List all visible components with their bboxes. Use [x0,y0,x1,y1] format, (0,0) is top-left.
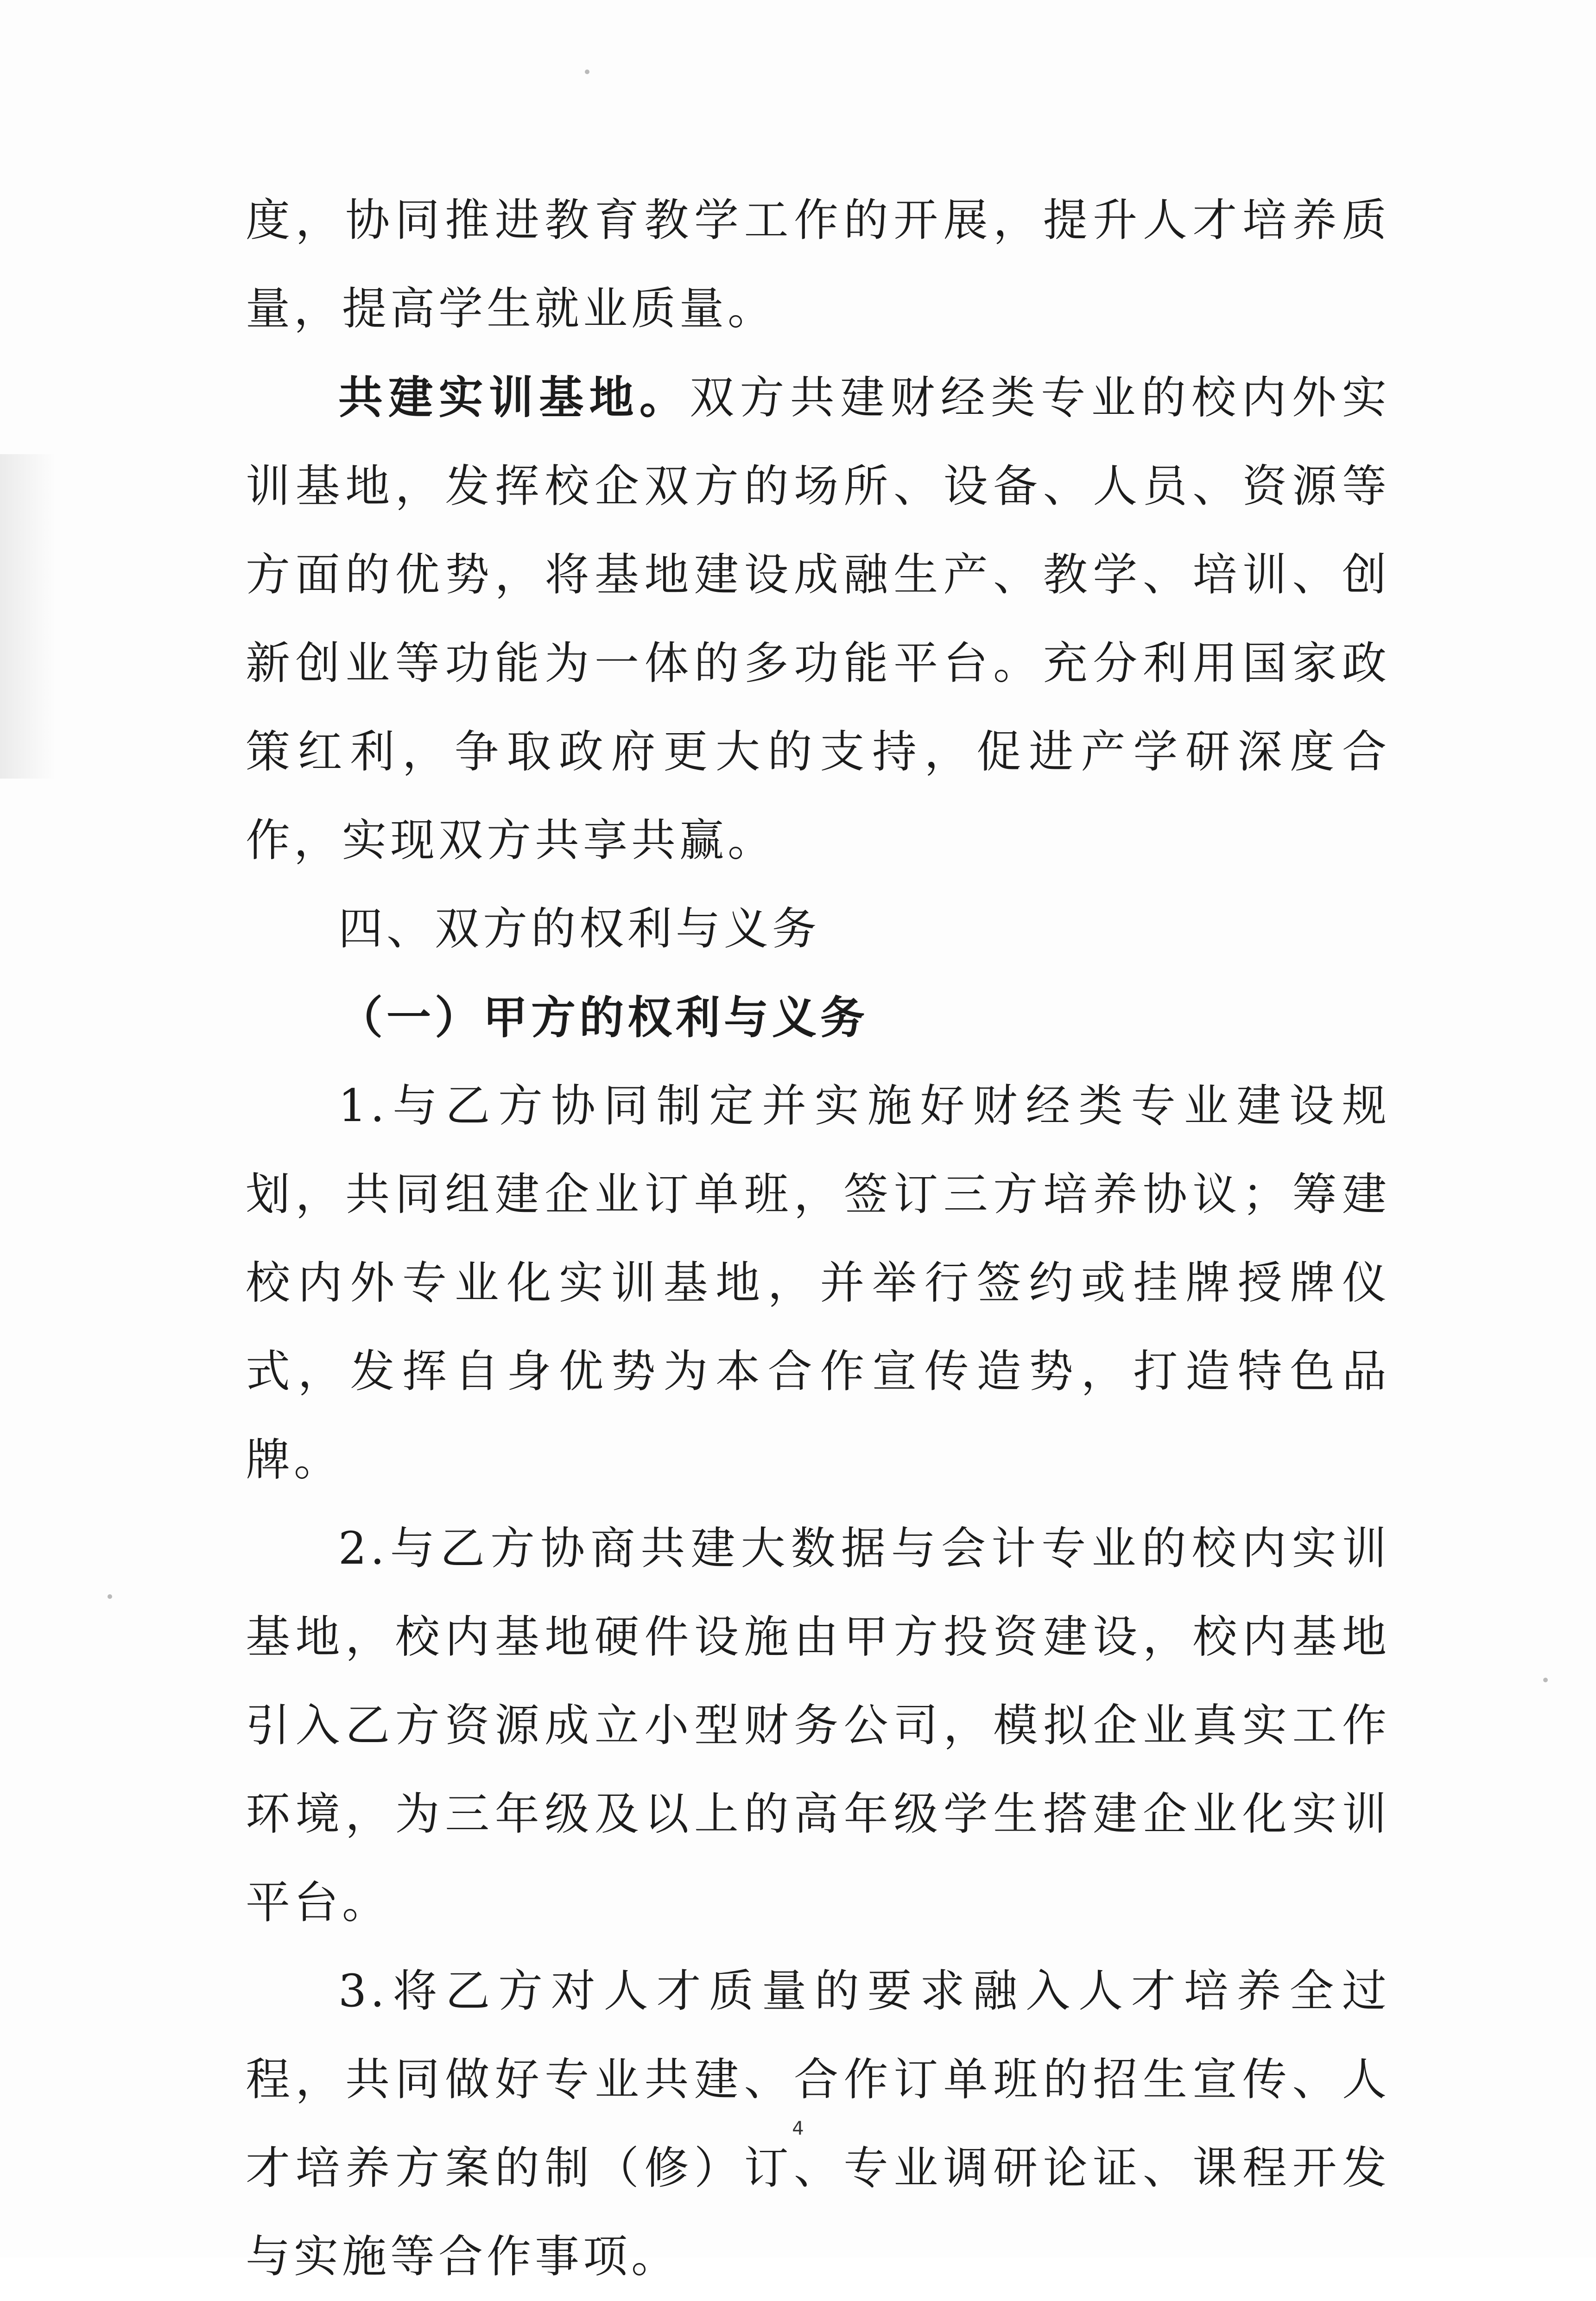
list-item-1 [246,1062,1390,1504]
list-item-text: 2.与乙方协商共建大数据与会计专业的校内实训基地，校内基地硬件设施由甲方投资建设，校内基地引入乙方资源成立小型财务公司，模拟企业真实工作环境，为三年级及以上的高年级学生搭建企业化实训平台。 [246,1522,1390,1928]
paragraph-text: 度，协同推进教育教学工作的开展，提升人才培养质量，提高学生就业质量。 [246,194,1390,335]
list-item-2 [246,1504,1390,1947]
list-item-text: 1.与乙方协同制定并实施好财经类专业建设规划，共同组建企业订单班，签订三方培养协议；筹建校内外专业化实训基地，并举行签约或挂牌授牌仪式，发挥自身优势为本合作宣传造势，打造特色品牌。 [246,1080,1390,1486]
paragraph-lead: 共建实训基地。 [338,371,690,424]
paragraph-continued [246,176,1390,353]
page-number: 4 [792,2118,804,2139]
body-text [246,176,1390,2301]
section-heading: 四、双方的权利与义务 [338,903,820,955]
subsection-heading: （一）甲方的权利与义务 [338,991,868,1044]
scan-dot [1543,1678,1548,1682]
paragraph-text: 双方共建财经类专业的校内外实训基地，发挥校企双方的场所、设备、人员、资源等方面的优势，将基地建设成融生产、教学、培训、创新创业等功能为一体的多功能平台。充分利用国家政策红利，争取政府更大的支持，促进产学研深度合作，实现双方共享共赢。 [246,372,1391,866]
stamp-bleed-artifact [0,454,56,779]
scan-dot [585,70,589,74]
paragraph-practice-base [246,353,1390,885]
scan-dot [108,1594,112,1599]
list-item-text: 3.将乙方对人才质量的要求融入人才培养全过程，共同做好专业共建、合作订单班的招生宣传、人才培养方案的制（修）订、专业调研论证、课程开发与实施等合作事项。 [246,1965,1390,2282]
